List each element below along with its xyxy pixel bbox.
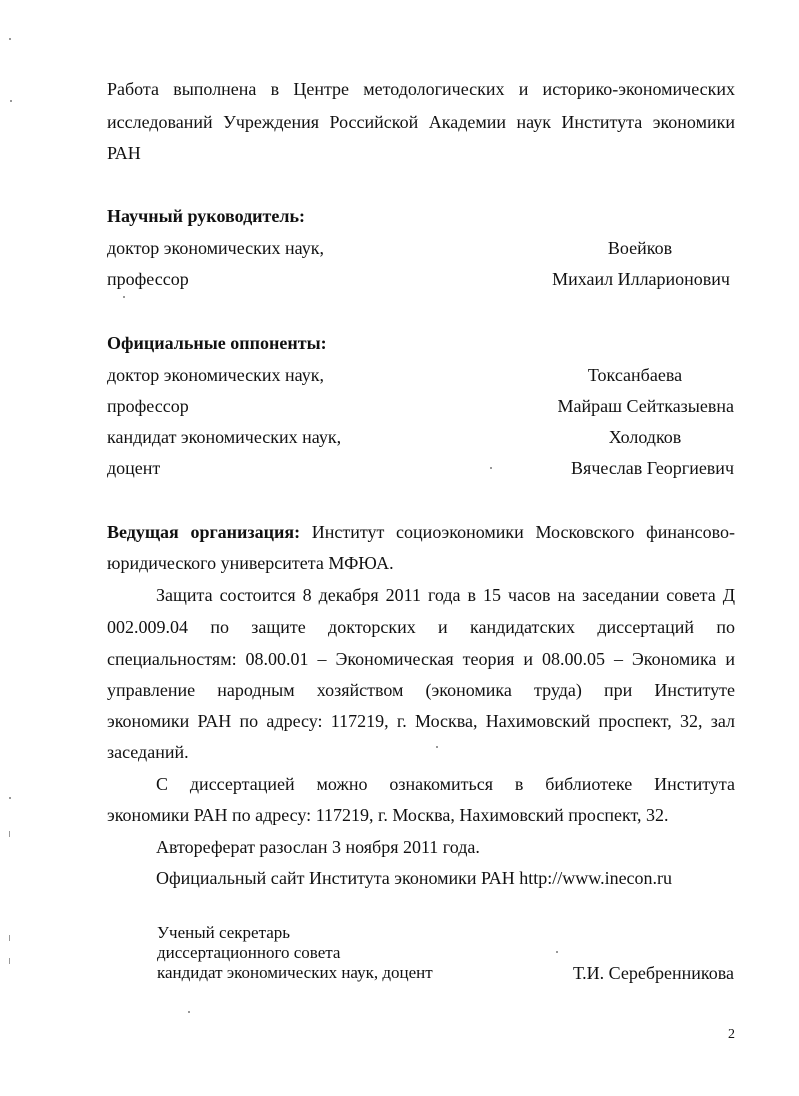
opponent-2-surname: Холодков [608,427,682,447]
opponent-1-given: Майраш Сейтказыевна [557,396,734,416]
abstract-sent-date: Автореферат разослан 3 ноября 2011 года. [156,837,480,857]
supervisor-heading: Научный руководитель: [107,206,305,226]
defense-line-4: управление народным хозяйством (экономика труда) при Институте [107,680,735,700]
lead-org-name: Институт социоэкономики Московского финансово- [311,522,735,542]
scan-speck [123,296,125,298]
scan-speck [9,38,11,40]
opponent-1-title: профессор [107,396,189,416]
secretary-line-2: диссертационного совета [157,943,341,962]
official-website: Официальный сайт Института экономики РАН http://www.inecon.ru [156,868,673,888]
defense-line-3: специальностям: 08.00.01 – Экономическая теория и 08.00.05 – Экономика и [107,649,735,669]
secretary-line-3: кандидат экономических наук, доцент [157,963,433,982]
opponent-2-title: доцент [107,458,161,478]
scan-speck [9,935,10,941]
supervisor-degree: доктор экономических наук, [107,238,324,258]
scan-speck [490,467,492,469]
scan-speck [188,1011,190,1013]
scan-speck [9,797,11,799]
lead-org-line-2: юридического университета МФЮА. [107,553,394,573]
scan-speck [10,100,12,102]
lead-org-label: Ведущая организация: [107,522,301,542]
secretary-name: Т.И. Серебренникова [572,963,734,983]
intro-line-2: исследований Учреждения Российской Академии наук Института экономики [107,112,735,132]
library-line-1: С диссертацией можно ознакомиться в библиотеке Института [156,774,735,794]
scan-speck [9,831,10,837]
defense-line-2: 002.009.04 по защите докторских и кандидатских диссертаций по [107,617,735,637]
intro-line-1: Работа выполнена в Центре методологических и историко-экономических [107,79,735,99]
defense-line-1: Защита состоится 8 декабря 2011 года в 15 часов на заседании совета Д [156,585,735,605]
scan-speck [556,951,558,953]
supervisor-given: Михаил Илларионович [552,269,730,289]
opponent-1-degree: доктор экономических наук, [107,365,324,385]
supervisor-title: профессор [107,269,189,289]
opponent-2-given: Вячеслав Георгиевич [571,458,734,478]
defense-line-5: экономики РАН по адресу: 117219, г. Москва, Нахимовский проспект, 32, зал [107,711,735,731]
scan-speck [9,958,10,964]
scan-speck [436,746,438,748]
supervisor-surname: Воейков [607,238,673,258]
lead-org-line-1 [107,521,735,543]
opponent-2-degree: кандидат экономических наук, [107,427,342,447]
opponents-heading: Официальные оппоненты: [107,333,327,353]
library-line-2: экономики РАН по адресу: 117219, г. Москва, Нахимовский проспект, 32. [107,805,669,825]
intro-line-3: РАН [107,143,141,163]
defense-line-6: заседаний. [107,742,189,762]
page-number: 2 [728,1027,735,1042]
opponent-1-surname: Токсанбаева [587,365,683,385]
secretary-line-1: Ученый секретарь [157,923,291,942]
